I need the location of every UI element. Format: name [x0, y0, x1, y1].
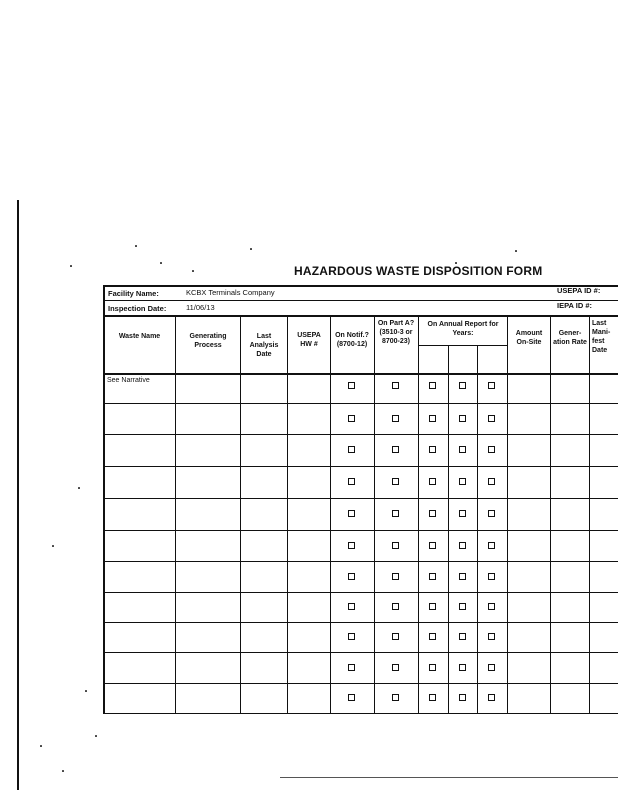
annual-report-year3-checkbox[interactable]: [488, 510, 495, 517]
on-notif-checkbox[interactable]: [348, 694, 355, 701]
scan-speck: [70, 265, 72, 267]
on-part-a-checkbox[interactable]: [392, 573, 399, 580]
annual-report-year1-checkbox[interactable]: [429, 694, 436, 701]
on-part-a-checkbox[interactable]: [392, 478, 399, 485]
annual-report-year2-checkbox[interactable]: [459, 382, 466, 389]
annual-report-year1-checkbox[interactable]: [429, 478, 436, 485]
annual-report-year1-checkbox[interactable]: [429, 510, 436, 517]
annual-report-year2-checkbox[interactable]: [459, 510, 466, 517]
col-header-on-notif: On Notif.? (8700-12): [335, 332, 369, 348]
col-header-amount-on-site: Amount On-Site: [515, 330, 543, 346]
col-header-on-annual-report: On Annual Report for Years:: [427, 321, 499, 337]
on-part-a-checkbox[interactable]: [392, 382, 399, 389]
row-divider: [103, 561, 618, 562]
annual-report-year1-checkbox[interactable]: [429, 603, 436, 610]
row-divider: [103, 530, 618, 531]
on-notif-checkbox[interactable]: [348, 478, 355, 485]
scan-speck: [52, 545, 54, 547]
scan-speck: [192, 270, 194, 272]
facility-name-label: Facility Name:: [108, 289, 159, 298]
row-divider: [103, 403, 618, 404]
on-part-a-checkbox[interactable]: [392, 415, 399, 422]
on-notif-checkbox[interactable]: [348, 664, 355, 671]
scan-speck: [135, 245, 137, 247]
annual-report-year3-checkbox[interactable]: [488, 478, 495, 485]
on-notif-checkbox[interactable]: [348, 415, 355, 422]
annual-report-year2-checkbox[interactable]: [459, 603, 466, 610]
annual-report-year1-checkbox[interactable]: [429, 446, 436, 453]
col-header-last-manifest-date: Last Mani-fest Date: [592, 320, 611, 354]
scan-speck: [78, 487, 80, 489]
col-header-on-part-a: On Part A? (3510-3 or 8700-23): [377, 320, 415, 345]
col-header-waste-name: Waste Name: [118, 333, 161, 340]
on-notif-checkbox[interactable]: [348, 542, 355, 549]
annual-report-year3-checkbox[interactable]: [488, 573, 495, 580]
col-header-generating-process: Generating Process: [189, 333, 227, 349]
row-divider: [103, 592, 618, 593]
annual-report-year1-checkbox[interactable]: [429, 382, 436, 389]
scan-speck: [250, 248, 252, 250]
inspection-date-value[interactable]: 11/06/13: [186, 303, 215, 312]
on-part-a-checkbox[interactable]: [392, 603, 399, 610]
annual-report-year1-checkbox[interactable]: [429, 415, 436, 422]
row-divider: [103, 434, 618, 435]
annual-report-year2-checkbox[interactable]: [459, 478, 466, 485]
on-part-a-checkbox[interactable]: [392, 446, 399, 453]
annual-report-year2-checkbox[interactable]: [459, 446, 466, 453]
scan-bottom-line: [280, 777, 618, 778]
inspection-date-label: Inspection Date:: [108, 304, 167, 313]
scan-speck: [40, 745, 42, 747]
annual-report-year3-checkbox[interactable]: [488, 415, 495, 422]
row-divider: [103, 622, 618, 623]
scan-speck: [95, 735, 97, 737]
scan-speck: [62, 770, 64, 772]
annual-report-year2-checkbox[interactable]: [459, 542, 466, 549]
scan-speck: [160, 262, 162, 264]
annual-report-year1-checkbox[interactable]: [429, 664, 436, 671]
annual-report-year2-checkbox[interactable]: [459, 573, 466, 580]
row-divider: [103, 466, 618, 467]
facility-name-value[interactable]: KCBX Terminals Company: [186, 288, 275, 297]
annual-report-year1-checkbox[interactable]: [429, 633, 436, 640]
on-notif-checkbox[interactable]: [348, 510, 355, 517]
on-part-a-checkbox[interactable]: [392, 633, 399, 640]
row-divider: [103, 652, 618, 653]
on-part-a-checkbox[interactable]: [392, 694, 399, 701]
annual-report-year2-checkbox[interactable]: [459, 633, 466, 640]
form-title: HAZARDOUS WASTE DISPOSITION FORM: [294, 264, 543, 278]
annual-report-year3-checkbox[interactable]: [488, 633, 495, 640]
col-header-usepa-hw: USEPA HW #: [297, 332, 321, 348]
on-notif-checkbox[interactable]: [348, 382, 355, 389]
annual-report-year3-checkbox[interactable]: [488, 542, 495, 549]
annual-report-year3-checkbox[interactable]: [488, 664, 495, 671]
scan-speck: [85, 690, 87, 692]
on-notif-checkbox[interactable]: [348, 603, 355, 610]
col-header-last-analysis-date: Last Analysis Date: [249, 333, 279, 358]
annual-report-year3-checkbox[interactable]: [488, 382, 495, 389]
on-part-a-checkbox[interactable]: [392, 510, 399, 517]
on-notif-checkbox[interactable]: [348, 446, 355, 453]
on-notif-checkbox[interactable]: [348, 573, 355, 580]
col-header-generation-rate: Gener-ation Rate: [553, 330, 587, 346]
annual-report-year3-checkbox[interactable]: [488, 694, 495, 701]
on-part-a-checkbox[interactable]: [392, 542, 399, 549]
annual-report-year2-checkbox[interactable]: [459, 415, 466, 422]
on-notif-checkbox[interactable]: [348, 633, 355, 640]
scan-left-edge: [17, 200, 19, 790]
annual-report-year3-checkbox[interactable]: [488, 603, 495, 610]
row-divider: [103, 498, 618, 499]
row-divider: [103, 713, 618, 714]
on-part-a-checkbox[interactable]: [392, 664, 399, 671]
waste-name-cell[interactable]: See Narrative: [107, 377, 150, 384]
annual-report-year2-checkbox[interactable]: [459, 664, 466, 671]
usepa-id-label: USEPA ID #:: [557, 286, 601, 295]
row-divider: [103, 373, 618, 375]
scan-speck: [455, 262, 457, 264]
annual-report-year2-checkbox[interactable]: [459, 694, 466, 701]
scan-speck: [515, 250, 517, 252]
annual-report-year1-checkbox[interactable]: [429, 573, 436, 580]
iepa-id-label: IEPA ID #:: [557, 301, 593, 310]
annual-report-year1-checkbox[interactable]: [429, 542, 436, 549]
annual-report-year3-checkbox[interactable]: [488, 446, 495, 453]
row-divider: [103, 683, 618, 684]
